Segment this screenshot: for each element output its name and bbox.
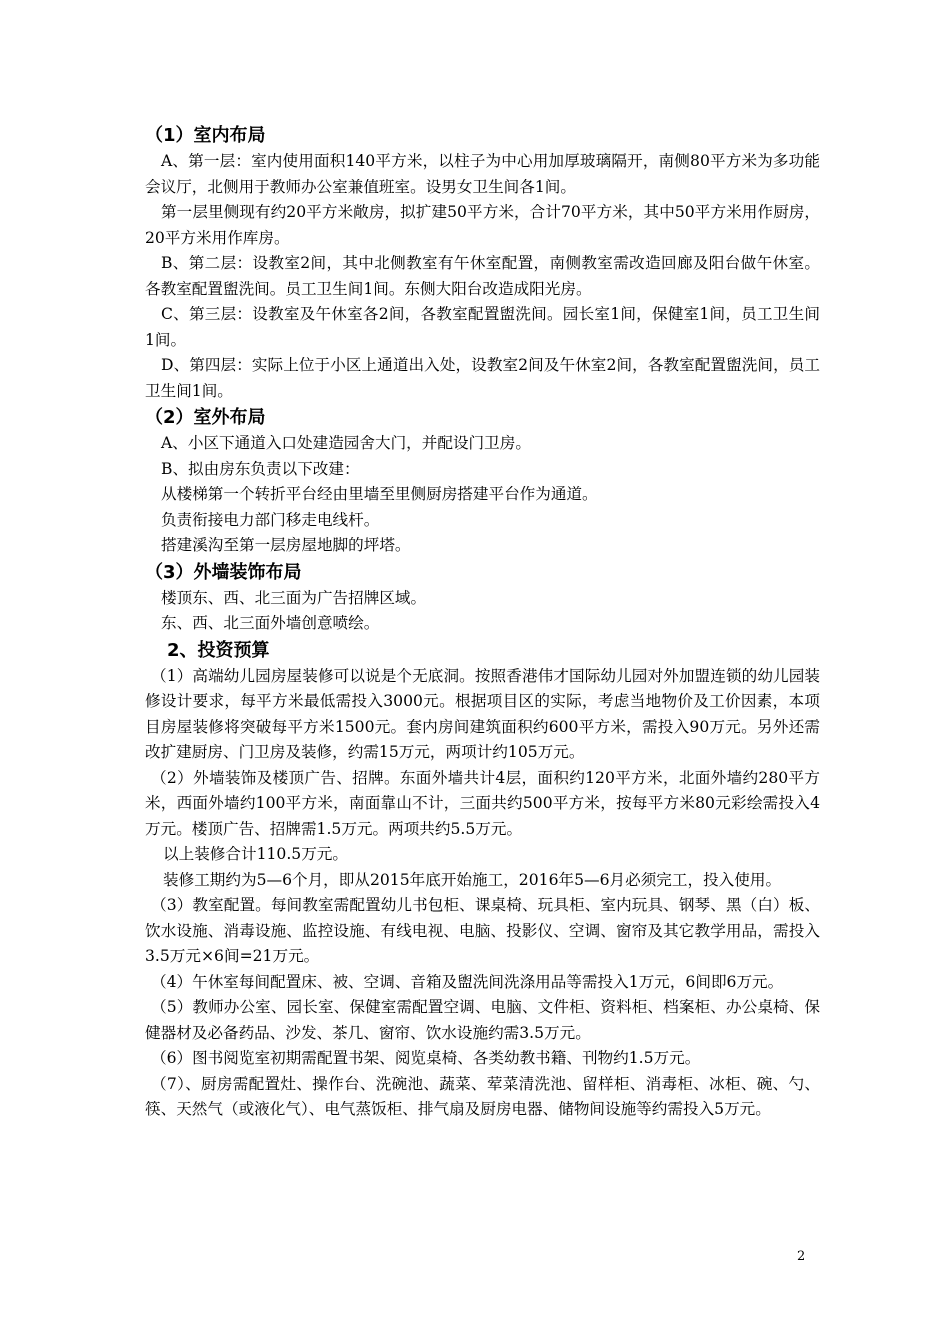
paragraph: C、第三层：设教室及午休室各2间，各教室配置盥洗间。园长室1间，保健室1间，员工卫生间1间。	[145, 305, 820, 349]
paragraph: 装修工期约为5—6个月，即从2015年底开始施工，2016年5—6月必须完工，投入使用。	[163, 870, 782, 889]
paragraph: （6）图书阅览室初期需配置书架、阅览桌椅、各类幼教书籍、刊物约1.5万元。	[151, 1049, 701, 1067]
paragraph: （5）教师办公室、园长室、保健室需配置空调、电脑、文件柜、资料柜、档案柜、办公桌椅、保健器材及必备药品、沙发、茶几、窗帘、饮水设施约需3.5万元。	[145, 998, 820, 1042]
section-heading-outdoor-layout: （2）室外布局	[145, 407, 266, 428]
paragraph: 以上装修合计110.5万元。	[163, 845, 348, 863]
paragraph: 楼顶东、西、北三面为广告招牌区域。	[161, 588, 427, 607]
section-heading-investment-budget: 2、投资预算	[167, 639, 270, 661]
paragraph: 搭建溪沟至第一层房屋地脚的坪塔。	[161, 536, 411, 554]
section-heading-indoor-layout: （1）室内布局	[145, 125, 266, 146]
paragraph: D、第四层：实际上位于小区上通道出入处，设教室2间及午休室2间，各教室配置盥洗间，员工卫生间1间。	[145, 356, 820, 400]
paragraph: 从楼梯第一个转折平台经由里墙至里侧厨房搭建平台作为通道。	[161, 485, 598, 503]
paragraph: A、第一层：室内使用面积140平方米，以柱子为中心用加厚玻璃隔开，南侧80平方米为多功能会议厅，北侧用于教师办公室兼值班室。设男女卫生间各1间。	[145, 152, 820, 196]
paragraph: B、第二层：设教室2间，其中北侧教室有午休室配置，南侧教室需改造回廊及阳台做午休室。各教室配置盥洗间。员工卫生间1间。东侧大阳台改造成阳光房。	[145, 254, 820, 298]
page-number: 2	[797, 1249, 806, 1264]
paragraph: （7）、厨房需配置灶、操作台、洗碗池、蔬菜、荤菜清洗池、留样柜、消毒柜、冰柜、碗、勺、筷、天然气（或液化气）、电气蒸饭柜、排气扇及厨房电器、储物间设施等约需投入5万元。	[145, 1074, 820, 1118]
paragraph: 东、西、北三面外墙创意喷绘。	[161, 614, 380, 632]
paragraph: （1）高端幼儿园房屋装修可以说是个无底洞。按照香港伟才国际幼儿园对外加盟连锁的幼儿园装修设计要求，每平方米最低需投入3000元。根据项目区的实际，考虑当地物价及工价因素，本项目房屋装修将突破每平方米1500元。套内房间建筑面积约600平方米，需投入90万元。另外还需改扩建厨房、门卫房及装修，约需15万元，两项计约105万元。	[145, 666, 820, 761]
document-body	[145, 122, 820, 1123]
paragraph: 第一层里侧现有约20平方米敞房，拟扩建50平方米，合计70平方米，其中50平方米用作厨房，20平方米用作库房。	[145, 203, 820, 247]
paragraph: B、拟由房东负责以下改建：	[161, 459, 360, 478]
paragraph: （2）外墙装饰及楼顶广告、招牌。东面外墙共计4层，面积约120平方米，北面外墙约280平方米，西面外墙约100平方米，南面靠山不计，三面共约500平方米，按每平方米80元彩绘需投入4万元。楼顶广告、招牌需1.5万元。两项共约5.5万元。	[145, 768, 820, 838]
paragraph: A、小区下通道入口处建造园舍大门，并配设门卫房。	[161, 434, 531, 452]
paragraph: （3）教室配置。每间教室需配置幼儿书包柜、课桌椅、玩具柜、室内玩具、钢琴、黑（白）板、饮水设施、消毒设施、监控设施、有线电视、电脑、投影仪、空调、窗帘及其它教学用品，需投入3.5万元×6间=21万元。	[145, 896, 820, 965]
paragraph: （4）午休室每间配置床、被、空调、音箱及盥洗间洗涤用品等需投入1万元，6间即6万元。	[151, 972, 784, 991]
paragraph: 负责衔接电力部门移走电线杆。	[161, 510, 380, 529]
section-heading-exterior-wall: （3）外墙装饰布局	[145, 561, 302, 583]
